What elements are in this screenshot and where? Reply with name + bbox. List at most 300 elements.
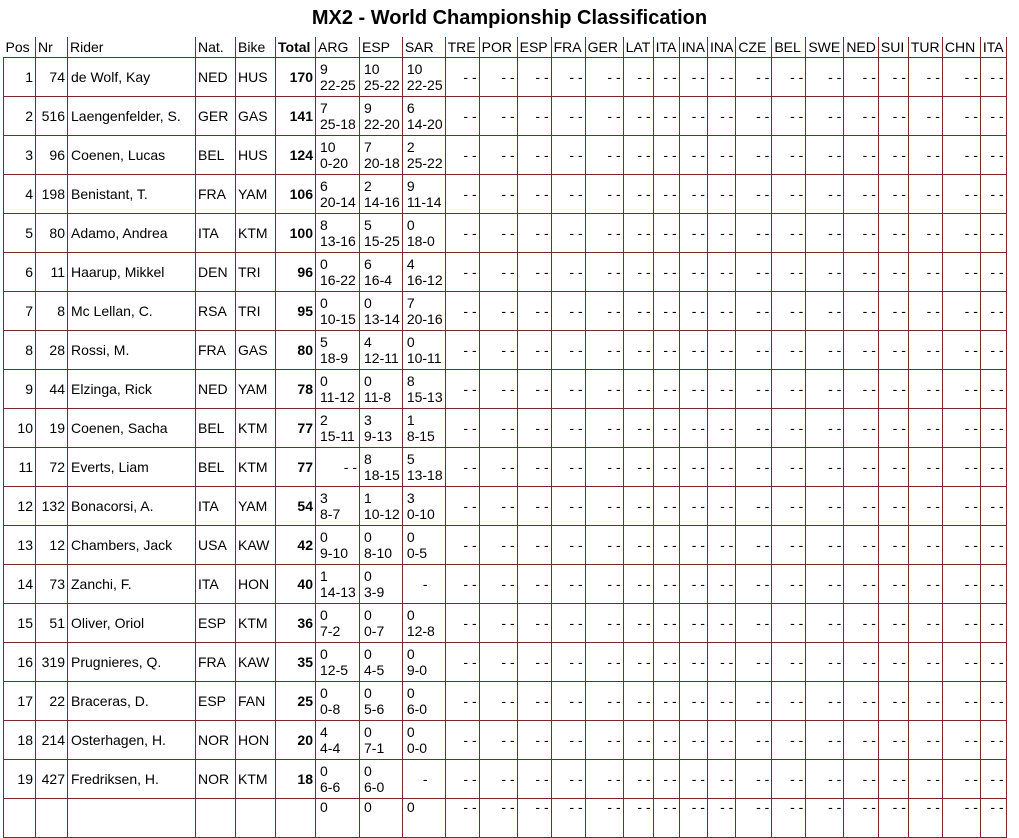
- cell-race-empty: - -: [623, 214, 653, 253]
- cell-rider: Braceras, D.: [68, 682, 196, 721]
- cell-race-empty: - -: [736, 643, 772, 682]
- cell-race-empty: - -: [908, 799, 942, 838]
- race-heats: 18-9: [320, 350, 349, 366]
- cell-race-empty: - -: [551, 487, 585, 526]
- cell-nat: NED: [196, 370, 236, 409]
- race-heats: 10-11: [406, 350, 442, 366]
- cell-race-empty: - -: [908, 643, 942, 682]
- cell-race-empty: - -: [517, 175, 551, 214]
- cell-race-empty: - -: [585, 58, 623, 97]
- cell-race-empty: - -: [878, 604, 908, 643]
- cell-race-empty: - -: [772, 682, 806, 721]
- cell-total: 124: [276, 136, 316, 175]
- race-heats: 14-13: [320, 584, 356, 600]
- race-points: 0: [406, 724, 415, 740]
- cell-nat: ITA: [196, 565, 236, 604]
- cell-race-empty: - -: [908, 448, 942, 487]
- race-heats: 0-10: [406, 506, 435, 522]
- cell-rider: Coenen, Lucas: [68, 136, 196, 175]
- cell-pos: 3: [4, 136, 36, 175]
- cell-race-result: [360, 136, 403, 175]
- cell-race-empty: - -: [479, 175, 517, 214]
- cell-race-empty: - -: [707, 370, 735, 409]
- cell-nr: 214: [36, 721, 68, 760]
- cell-race-empty: - -: [585, 604, 623, 643]
- cell-race-empty: - -: [908, 331, 942, 370]
- cell-race-empty: - -: [980, 331, 1006, 370]
- col-race: SUI: [878, 37, 908, 58]
- cell-race-empty: - -: [517, 292, 551, 331]
- cell-race-empty: - -: [551, 409, 585, 448]
- cell-race-empty: - -: [806, 175, 844, 214]
- cell-race-empty: - -: [517, 58, 551, 97]
- cell-race-empty: - -: [445, 253, 479, 292]
- cell-total: 80: [276, 331, 316, 370]
- cell-race-empty: - -: [479, 370, 517, 409]
- race-points: 0: [406, 217, 415, 233]
- cell-race-empty: - -: [653, 97, 679, 136]
- race-points: 0: [406, 334, 415, 350]
- race-points: 1: [406, 412, 415, 428]
- cell-race-empty: - -: [623, 565, 653, 604]
- cell-race-empty: - -: [844, 292, 879, 331]
- cell-nr: 12: [36, 526, 68, 565]
- cell-race-empty: - -: [585, 97, 623, 136]
- cell-race-empty: - -: [679, 448, 707, 487]
- cell-nr: 22: [36, 682, 68, 721]
- cell-race-empty: - -: [585, 448, 623, 487]
- race-points: 6: [406, 100, 415, 116]
- cell-race-result: [402, 331, 445, 370]
- cell-race-empty: - -: [844, 526, 879, 565]
- cell-nr: 427: [36, 760, 68, 799]
- cell-race-empty: - -: [653, 370, 679, 409]
- cell-race-empty: - -: [878, 58, 908, 97]
- cell-race-empty: - -: [806, 253, 844, 292]
- cell-nr: 11: [36, 253, 68, 292]
- cell-race-empty: - -: [479, 604, 517, 643]
- race-heats: 13-14: [364, 311, 400, 327]
- cell-race-empty: - -: [844, 760, 879, 799]
- col-race: GER: [585, 37, 623, 58]
- race-heats: 9-0: [406, 662, 428, 678]
- cell-race-result: [316, 253, 360, 292]
- cell-bike: YAM: [236, 370, 276, 409]
- cell-total: 25: [276, 682, 316, 721]
- cell-race-empty: - -: [942, 526, 980, 565]
- cell-race-result: [360, 370, 403, 409]
- cell-race-empty: - -: [772, 97, 806, 136]
- cell-race-empty: - -: [679, 409, 707, 448]
- race-points: 4: [406, 256, 415, 272]
- cell-race-empty: - -: [551, 721, 585, 760]
- race-heats: 14-20: [406, 116, 443, 132]
- cell-race-empty: - -: [623, 58, 653, 97]
- cell-race-result: [316, 175, 360, 214]
- cell-pos: 14: [4, 565, 36, 604]
- cell-race-empty: - -: [479, 448, 517, 487]
- cell-race-empty: - -: [517, 721, 551, 760]
- cell-nat: DEN: [196, 253, 236, 292]
- cell-race-empty: - -: [806, 487, 844, 526]
- cell-race-empty: - -: [806, 799, 844, 838]
- col-race: INA: [707, 37, 735, 58]
- cell-race-empty: - -: [517, 136, 551, 175]
- race-points: 1: [320, 568, 328, 584]
- table-row: [4, 409, 1007, 448]
- race-heats: 8-10: [364, 545, 393, 561]
- cell-race-empty: - -: [479, 97, 517, 136]
- cell-race-empty: - -: [707, 97, 735, 136]
- cell-race-empty: - -: [878, 682, 908, 721]
- cell-race-result: [360, 604, 403, 643]
- cell-race-empty: - -: [844, 409, 879, 448]
- table-row: [4, 253, 1007, 292]
- cell-race-empty: - -: [653, 136, 679, 175]
- cell-race-empty: - -: [479, 58, 517, 97]
- cell-race-empty: - -: [585, 565, 623, 604]
- race-heats: 7-2: [320, 623, 341, 639]
- cell-race-empty: - -: [772, 175, 806, 214]
- race-heats: 20-18: [364, 155, 400, 171]
- cell-race-empty: - -: [878, 253, 908, 292]
- cell-nat: FRA: [196, 643, 236, 682]
- cell-race-empty: - -: [653, 526, 679, 565]
- cell-race-empty: - -: [736, 331, 772, 370]
- cell-race-empty: - -: [445, 604, 479, 643]
- col-race: ITA: [653, 37, 679, 58]
- cell-race-empty: - -: [551, 97, 585, 136]
- cell-race-empty: - -: [806, 136, 844, 175]
- race-points: 7: [364, 139, 372, 155]
- cell-bike: HON: [236, 721, 276, 760]
- race-heats: 16-12: [406, 272, 443, 288]
- cell-race-empty: - -: [679, 682, 707, 721]
- race-points: 10: [364, 61, 380, 77]
- cell-race-empty: - -: [585, 799, 623, 838]
- cell-bike: HON: [236, 565, 276, 604]
- cell-race-empty: - -: [908, 604, 942, 643]
- cell-race-empty: - -: [679, 643, 707, 682]
- cell-race-empty: - -: [772, 604, 806, 643]
- cell-race-empty: - -: [623, 526, 653, 565]
- cell-race-empty: - -: [942, 643, 980, 682]
- cell-bike: KTM: [236, 760, 276, 799]
- race-points: 0: [320, 646, 328, 662]
- race-points: 0: [364, 373, 372, 389]
- cell-race-empty: - -: [980, 448, 1006, 487]
- race-points: 0: [406, 685, 415, 701]
- cell-bike: TRI: [236, 292, 276, 331]
- table-row: [4, 97, 1007, 136]
- cell-race-empty: - -: [517, 97, 551, 136]
- cell-rider: Bonacorsi, A.: [68, 487, 196, 526]
- race-heats: -: [422, 576, 428, 592]
- cell-race-empty: - -: [806, 760, 844, 799]
- cell-race-result: [360, 292, 403, 331]
- col-nat: Nat.: [196, 37, 236, 58]
- cell-race-empty: - -: [517, 487, 551, 526]
- cell-race-empty: - -: [623, 760, 653, 799]
- col-race: ITA: [980, 37, 1006, 58]
- race-heats: 6-6: [320, 779, 341, 795]
- table-row: [4, 526, 1007, 565]
- cell-rider: Osterhagen, H.: [68, 721, 196, 760]
- race-points: 1: [364, 490, 372, 506]
- cell-race-empty: - -: [707, 253, 735, 292]
- cell-race-empty: - -: [623, 682, 653, 721]
- cell-pos: 18: [4, 721, 36, 760]
- race-points: 0: [406, 646, 415, 662]
- cell-total: 100: [276, 214, 316, 253]
- cell-race-empty: - -: [551, 58, 585, 97]
- cell-race-empty: - -: [679, 370, 707, 409]
- cell-nat: USA: [196, 526, 236, 565]
- cell-total: 77: [276, 448, 316, 487]
- cell-bike: KTM: [236, 214, 276, 253]
- cell-race-result: [360, 721, 403, 760]
- race-heats: 10-15: [320, 311, 356, 327]
- cell-race-empty: - -: [445, 565, 479, 604]
- col-race: SWE: [806, 37, 844, 58]
- cell-nat: BEL: [196, 136, 236, 175]
- cell-race-empty: - -: [844, 565, 879, 604]
- race-heats: 15-13: [406, 389, 443, 405]
- cell-total: 35: [276, 643, 316, 682]
- page-title: MX2 - World Championship Classification: [311, 7, 708, 29]
- race-heats: 0-8: [320, 701, 341, 717]
- cell-race-result: [360, 448, 403, 487]
- col-race: INA: [679, 37, 707, 58]
- cell-total: 20: [276, 721, 316, 760]
- col-race: SAR: [402, 37, 445, 58]
- cell-race-empty: - -: [908, 565, 942, 604]
- race-heats: 0-20: [320, 155, 349, 171]
- cell-race-empty: - -: [585, 136, 623, 175]
- cell-race-result: [316, 214, 360, 253]
- cell-race-empty: - -: [707, 526, 735, 565]
- race-heats: 0-7: [364, 623, 385, 639]
- cell-race-empty: - -: [517, 643, 551, 682]
- cell-race-empty: - -: [479, 292, 517, 331]
- cell-race-empty: - -: [653, 175, 679, 214]
- cell-nr: [36, 799, 68, 838]
- col-race: CZE: [736, 37, 772, 58]
- cell-race-empty: - -: [623, 253, 653, 292]
- race-points: 8: [320, 217, 328, 233]
- col-race: ESP: [360, 37, 403, 58]
- cell-race-empty: - -: [551, 370, 585, 409]
- cell-race-empty: - -: [942, 760, 980, 799]
- cell-race-empty: - -: [980, 136, 1006, 175]
- cell-race-empty: - -: [806, 682, 844, 721]
- cell-race-empty: - -: [844, 370, 879, 409]
- race-heats: 18-0: [406, 233, 435, 249]
- cell-race-empty: - -: [707, 760, 735, 799]
- race-heats: 25-18: [320, 116, 356, 132]
- cell-race-empty: - -: [679, 604, 707, 643]
- cell-pos: 17: [4, 682, 36, 721]
- cell-nat: GER: [196, 97, 236, 136]
- cell-race-empty: - -: [445, 409, 479, 448]
- cell-race-result: [360, 487, 403, 526]
- cell-race-empty: - -: [551, 448, 585, 487]
- table-row: [4, 721, 1007, 760]
- cell-bike: HUS: [236, 136, 276, 175]
- race-points: 9: [364, 100, 372, 116]
- cell-race-empty: - -: [585, 253, 623, 292]
- cell-race-empty: - -: [844, 682, 879, 721]
- cell-race-empty: - -: [878, 331, 908, 370]
- cell-race-result: [360, 526, 403, 565]
- cell-race-empty: - -: [679, 97, 707, 136]
- cell-total: 42: [276, 526, 316, 565]
- cell-race-result: [402, 487, 445, 526]
- cell-race-empty: - -: [772, 292, 806, 331]
- cell-race-empty: - -: [806, 409, 844, 448]
- cell-race-empty: - -: [980, 409, 1006, 448]
- race-points: 0: [406, 529, 415, 545]
- cell-total: 170: [276, 58, 316, 97]
- cell-race-empty: - -: [445, 760, 479, 799]
- cell-race-empty: - -: [942, 721, 980, 760]
- race-heats: 8-7: [320, 506, 341, 522]
- cell-race-empty: - -: [772, 799, 806, 838]
- race-heats: 25-22: [364, 77, 400, 93]
- cell-race-empty: - -: [908, 487, 942, 526]
- cell-race-empty: - -: [908, 136, 942, 175]
- cell-race-empty: - -: [585, 643, 623, 682]
- cell-total: 77: [276, 409, 316, 448]
- cell-race-empty: - -: [623, 292, 653, 331]
- cell-race-empty: - -: [653, 760, 679, 799]
- cell-race-empty: - -: [653, 682, 679, 721]
- cell-race-empty: - -: [980, 526, 1006, 565]
- cell-race-empty: - -: [908, 292, 942, 331]
- race-heats: 11-8: [364, 389, 391, 405]
- cell-nr: 19: [36, 409, 68, 448]
- cell-bike: YAM: [236, 175, 276, 214]
- cell-race-empty: - -: [772, 487, 806, 526]
- cell-bike: HUS: [236, 58, 276, 97]
- cell-race-empty: - -: [445, 370, 479, 409]
- cell-race-empty: - -: [551, 136, 585, 175]
- cell-race-empty: - -: [878, 97, 908, 136]
- table-row: [4, 58, 1007, 97]
- cell-race-empty: - -: [445, 292, 479, 331]
- cell-bike: KAW: [236, 643, 276, 682]
- cell-race-empty: - -: [908, 370, 942, 409]
- race-points: 3: [406, 490, 415, 506]
- cell-race-empty: - -: [445, 136, 479, 175]
- cell-race-empty: - -: [653, 292, 679, 331]
- cell-race-result: [316, 331, 360, 370]
- race-points: 0: [364, 295, 372, 311]
- cell-race-empty: - -: [878, 643, 908, 682]
- cell-pos: 10: [4, 409, 36, 448]
- cell-race-result: [402, 721, 445, 760]
- cell-nr: 51: [36, 604, 68, 643]
- cell-race-empty: - -: [772, 214, 806, 253]
- race-points: 6: [364, 256, 372, 272]
- cell-race-empty: - -: [844, 448, 879, 487]
- race-points: 7: [320, 100, 328, 116]
- cell-race-empty: - -: [551, 526, 585, 565]
- cell-race-empty: - -: [653, 331, 679, 370]
- cell-pos: 8: [4, 331, 36, 370]
- classification-table: [3, 37, 1007, 838]
- cell-race-empty: - -: [679, 175, 707, 214]
- cell-race-result: [402, 292, 445, 331]
- cell-nr: 198: [36, 175, 68, 214]
- cell-race-empty: - -: [445, 214, 479, 253]
- race-heats: 12-5: [320, 662, 349, 678]
- cell-race-empty: - -: [980, 721, 1006, 760]
- table-row: [4, 682, 1007, 721]
- cell-bike: GAS: [236, 331, 276, 370]
- cell-race-empty: - -: [585, 175, 623, 214]
- cell-race-empty: - -: [707, 643, 735, 682]
- table-body: [4, 58, 1007, 838]
- cell-race-empty: - -: [908, 526, 942, 565]
- cell-rider: Elzinga, Rick: [68, 370, 196, 409]
- cell-race-result: [360, 175, 403, 214]
- cell-pos: 1: [4, 58, 36, 97]
- cell-race-empty: - -: [679, 760, 707, 799]
- cell-race-empty: - -: [707, 682, 735, 721]
- cell-race-empty: - -: [679, 799, 707, 838]
- cell-race-empty: - -: [551, 760, 585, 799]
- cell-rider: Prugnieres, Q.: [68, 643, 196, 682]
- cell-bike: [236, 799, 276, 838]
- cell-rider: Zanchi, F.: [68, 565, 196, 604]
- cell-total: 36: [276, 604, 316, 643]
- cell-race-empty: - -: [980, 643, 1006, 682]
- cell-race-empty: - -: [623, 448, 653, 487]
- cell-race-empty: - -: [942, 487, 980, 526]
- race-points: 3: [320, 490, 328, 506]
- cell-race-result: [360, 565, 403, 604]
- cell-rider: Laengenfelder, S.: [68, 97, 196, 136]
- cell-race-empty: - -: [980, 97, 1006, 136]
- race-heats: 18-15: [364, 467, 400, 483]
- cell-bike: KAW: [236, 526, 276, 565]
- race-points: 0: [320, 529, 328, 545]
- race-points: 5: [406, 451, 415, 467]
- cell-race-empty: - -: [623, 136, 653, 175]
- cell-race-empty: - -: [942, 292, 980, 331]
- cell-race-empty: - -: [772, 760, 806, 799]
- cell-race-empty: - -: [844, 97, 879, 136]
- col-nr: Nr: [36, 37, 68, 58]
- cell-race-empty: - -: [844, 136, 879, 175]
- cell-race-empty: - -: [878, 721, 908, 760]
- race-heats: 12-8: [406, 623, 435, 639]
- cell-race-empty: - -: [878, 799, 908, 838]
- race-points: 0: [364, 799, 372, 815]
- cell-race-result: [402, 175, 445, 214]
- cell-race-empty: - -: [844, 331, 879, 370]
- cell-race-empty: - -: [479, 643, 517, 682]
- cell-race-empty: - -: [878, 409, 908, 448]
- cell-race-empty: - -: [653, 604, 679, 643]
- cell-race-empty: - -: [806, 721, 844, 760]
- cell-race-empty: - -: [942, 682, 980, 721]
- col-race: NED: [844, 37, 879, 58]
- cell-race-empty: - -: [844, 175, 879, 214]
- table-row: [4, 175, 1007, 214]
- cell-race-empty: - -: [736, 604, 772, 643]
